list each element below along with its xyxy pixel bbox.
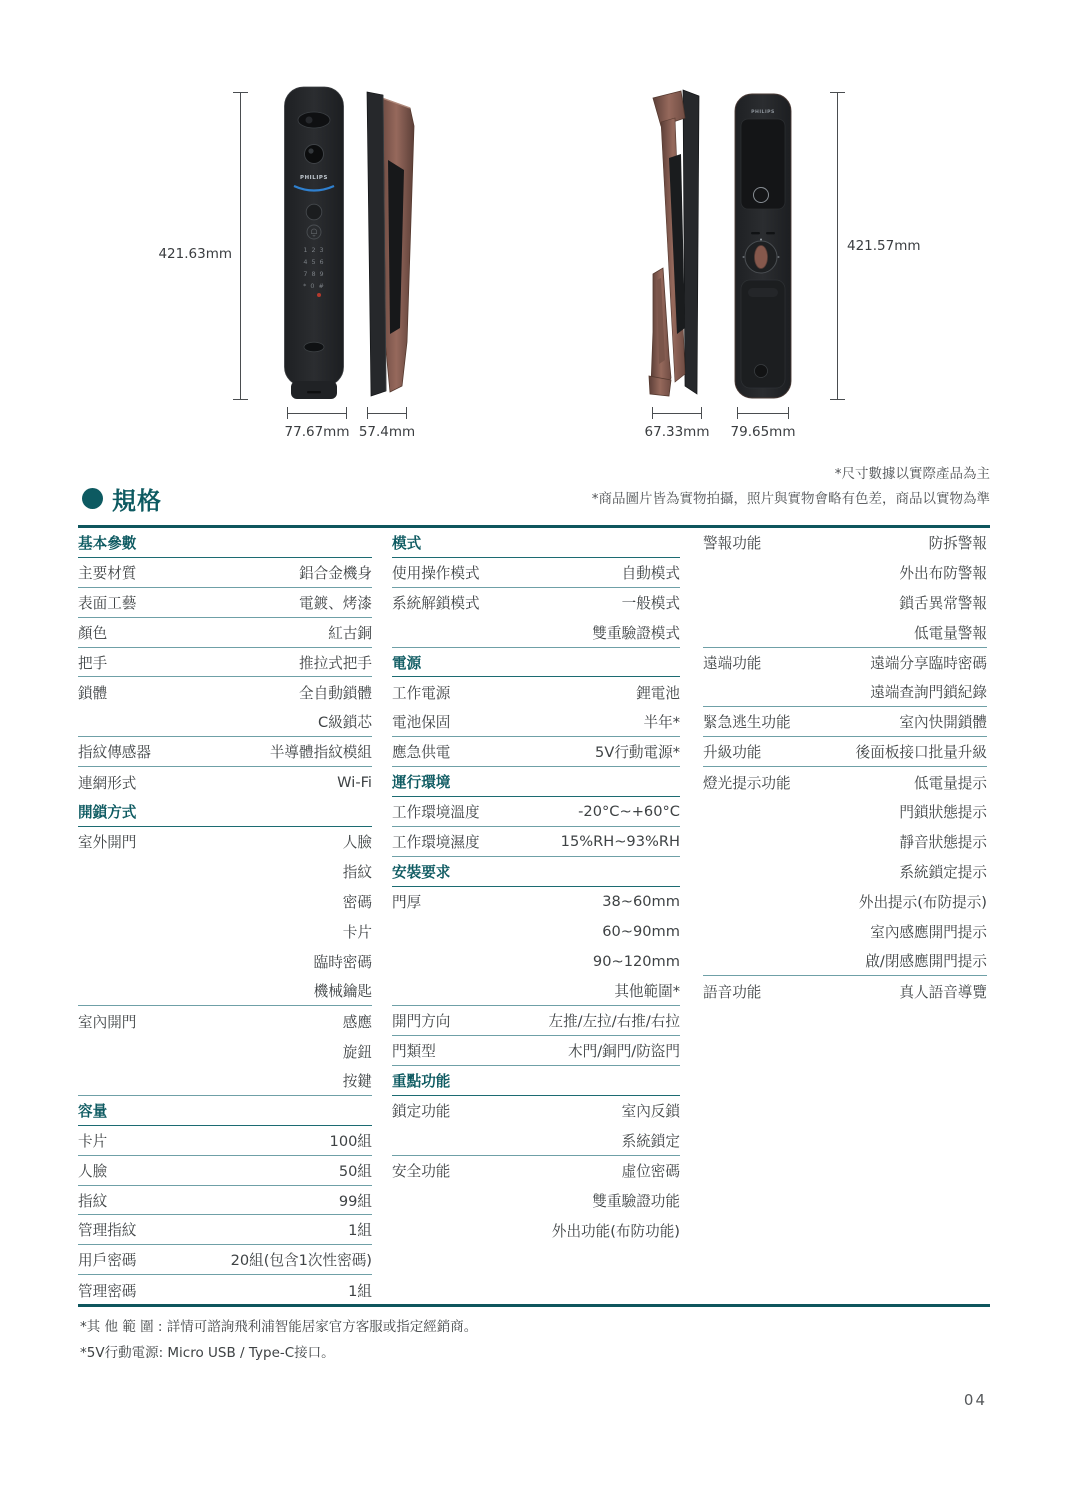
- dim-line-front-width: [287, 413, 347, 414]
- lock-side-view-left: [360, 90, 418, 400]
- spec-row-value: C級鎖芯: [318, 714, 372, 732]
- dimension-label-side-right-width: 67.33mm: [644, 424, 710, 440]
- spec-row-label: 升級功能: [703, 744, 762, 762]
- note-size-disclaimer: *尺寸數據以實際產品為主: [834, 466, 990, 482]
- spec-row-value: 低電量提示: [914, 774, 987, 792]
- spec-row: [78, 1156, 372, 1186]
- camera-window: [298, 112, 330, 128]
- spec-row-label: 表面工藝: [78, 594, 137, 612]
- top-notes: [592, 462, 990, 512]
- spec-row: [392, 1215, 680, 1245]
- spec-row-value: 99組: [338, 1192, 372, 1210]
- spec-row: [703, 677, 987, 707]
- dimension-label-back-height: 421.57mm: [847, 238, 921, 254]
- dim-cap: [233, 399, 248, 400]
- dim-cap: [346, 407, 347, 419]
- spec-row: [392, 677, 680, 707]
- knob-tick-left: [743, 256, 745, 258]
- spec-section-header: 基本參數: [78, 528, 372, 558]
- spec-row: [703, 528, 987, 558]
- spec-row-value: 60~90mm: [602, 923, 680, 941]
- spec-section-header: 電源: [392, 648, 680, 678]
- spec-row-value: 15%RH~93%RH: [560, 832, 680, 850]
- spec-row: [78, 976, 372, 1006]
- rear-bottom-button: [755, 365, 768, 378]
- spec-row-value: 門鎖狀態提示: [899, 804, 987, 822]
- section-title-text: 規格: [112, 487, 162, 515]
- lock-body: [285, 87, 344, 386]
- spec-row-value: 5V行動電源*: [595, 744, 680, 762]
- dim-cap: [367, 407, 368, 419]
- spec-column-basic: [78, 528, 372, 1305]
- knob-copper-center: [755, 246, 768, 269]
- spec-row: [392, 1036, 680, 1066]
- spec-row: [78, 767, 372, 797]
- lens-highlight: [308, 148, 313, 153]
- spec-row-label: 人臉: [78, 1162, 108, 1180]
- dim-line-back-width: [737, 413, 789, 414]
- spec-section-header: 運行環境: [392, 767, 680, 797]
- spec-row-label: 顏色: [78, 624, 108, 642]
- spec-row-value: 室內感應開門提示: [870, 924, 987, 942]
- spec-row-label: 遠端功能: [703, 655, 762, 672]
- spec-row: [78, 648, 372, 678]
- spec-row-value: 後面板接口批量升級: [855, 744, 987, 762]
- spec-row-value: 左推/左拉/右推/右拉: [548, 1013, 680, 1031]
- spec-row-value: 密碼: [342, 894, 372, 912]
- spec-row-label: 用戶密碼: [78, 1252, 137, 1270]
- lock-front-view: [283, 85, 345, 405]
- spec-section-header: 模式: [392, 528, 680, 558]
- spec-row-value: 室內快開鎖體: [899, 714, 987, 732]
- spec-row: [392, 797, 680, 827]
- spec-row-value: 低電量警報: [914, 624, 987, 642]
- spec-row-value: 38~60mm: [602, 893, 680, 911]
- spec-row-value: 虛位密碼: [621, 1163, 680, 1181]
- spec-row-value: 系統鎖定: [621, 1132, 680, 1150]
- brand-logo-front: PHILIPS: [300, 175, 328, 181]
- spec-row: [703, 827, 987, 857]
- dim-line-back-height: [837, 92, 838, 400]
- spec-row-value: 紅古銅: [328, 624, 372, 642]
- spec-row-value: 自動模式: [621, 564, 680, 582]
- spec-section-header: 重點功能: [392, 1066, 680, 1096]
- dim-cap: [737, 407, 738, 419]
- spec-row-value: 遠端查詢門鎖紀錄: [870, 684, 987, 702]
- spec-row-label: 指紋: [78, 1192, 108, 1210]
- spec-row: [392, 976, 680, 1006]
- spec-row-label: 工作環境溫度: [392, 803, 480, 821]
- spec-row-value: 木門/銅門/防盜門: [568, 1043, 680, 1061]
- spec-row-value: 20組(包含1次性密碼): [230, 1252, 372, 1270]
- knob-tick-right: [778, 256, 780, 258]
- spec-row: [703, 976, 987, 1006]
- note-photo-disclaimer: *商品圖片皆為實物拍攝，照片與實物會略有色差，商品以實物為準: [591, 491, 990, 507]
- spec-row-label: 門厚: [392, 894, 422, 912]
- spec-row-label: 把手: [78, 654, 108, 672]
- knob-tick-top: [760, 239, 762, 241]
- spec-row: [78, 618, 372, 648]
- spec-row: [392, 887, 680, 917]
- spec-row-label: 室內開門: [78, 1013, 137, 1031]
- hook-foot: [649, 376, 671, 396]
- spec-row: [703, 887, 987, 917]
- spec-row: [78, 917, 372, 947]
- dimension-label-front-width: 77.67mm: [284, 424, 350, 440]
- spec-section-header: 安裝要求: [392, 857, 680, 887]
- face-sensor-circle: [306, 204, 322, 220]
- brand-logo-back: PHILIPS: [751, 110, 775, 115]
- spec-row-value: Wi-Fi: [337, 773, 372, 791]
- spec-row-label: 安全功能: [392, 1163, 451, 1181]
- spec-section-header: 容量: [78, 1096, 372, 1126]
- spec-row-value: 指紋: [342, 864, 372, 882]
- indicator-slot-2: [766, 232, 775, 234]
- spec-row-value: 室內反鎖: [621, 1103, 680, 1121]
- spec-row-label: 警報功能: [703, 535, 762, 553]
- spec-row: [392, 946, 680, 976]
- spec-row: [78, 1006, 372, 1036]
- red-indicator: [317, 293, 321, 297]
- spec-row: [392, 1126, 680, 1156]
- spec-row-value: 遠端分享臨時密碼: [870, 655, 987, 672]
- spec-row: [392, 618, 680, 648]
- spec-row: [78, 707, 372, 737]
- spec-row: [703, 797, 987, 827]
- spec-row-value: 電鍍、烤漆: [299, 594, 372, 612]
- spec-row-value: 鋰電池: [636, 684, 680, 702]
- spec-row: [392, 588, 680, 618]
- camera-lens: [305, 145, 324, 164]
- spec-row: [78, 558, 372, 588]
- spec-row-label: 連網形式: [78, 774, 137, 792]
- spec-row-value: 一般模式: [621, 595, 680, 613]
- spec-row: [78, 1186, 372, 1216]
- spec-row: [703, 707, 987, 737]
- lock-base: [291, 381, 337, 399]
- spec-row-value: 機械鑰匙: [313, 983, 372, 1001]
- spec-row-label: 工作電源: [392, 684, 451, 702]
- spec-row-label: 鎖定功能: [392, 1103, 451, 1121]
- dim-cap: [287, 407, 288, 419]
- table-bottom-rule: [78, 1304, 990, 1307]
- spec-row-label: 電池保固: [392, 714, 451, 732]
- dimension-label-side-left-width: 57.4mm: [358, 424, 416, 440]
- footnotes: [80, 1315, 477, 1366]
- dim-cap: [701, 407, 702, 419]
- spec-row-value: 按鍵: [342, 1072, 372, 1090]
- spec-row-value: 卡片: [342, 924, 372, 942]
- spec-row: [78, 827, 372, 857]
- spec-row-value: 1組: [348, 1222, 372, 1240]
- spec-section-header: 開鎖方式: [78, 797, 372, 827]
- spec-row: [78, 588, 372, 618]
- spec-row: [392, 558, 680, 588]
- spec-row: [703, 737, 987, 767]
- spec-row: [392, 1096, 680, 1126]
- spec-row-value: 真人語音導覽: [899, 983, 987, 1001]
- spec-row-value: 推拉式把手: [299, 654, 372, 672]
- spec-row-label: 室外開門: [78, 834, 137, 852]
- spec-row-value: 全自動鎖體: [299, 684, 372, 702]
- spec-row: [392, 1186, 680, 1216]
- keypad-row-3: 7 8 9: [303, 270, 325, 278]
- spec-row: [703, 618, 987, 648]
- spec-row-value: 90~120mm: [592, 952, 680, 970]
- spec-row-label: 主要材質: [78, 564, 137, 582]
- spec-row: [392, 737, 680, 767]
- spec-row-value: 啟/閉感應開門提示: [865, 953, 987, 971]
- dim-cap: [830, 399, 845, 400]
- spec-row-value: 旋鈕: [342, 1043, 372, 1061]
- dim-line-side-left-width: [367, 413, 407, 414]
- spec-row-label: 指紋傳感器: [78, 744, 151, 762]
- spec-row: [78, 887, 372, 917]
- upper-panel: [741, 119, 785, 209]
- spec-row: [78, 737, 372, 767]
- spec-row-label: 鎖體: [78, 684, 108, 702]
- spec-row: [78, 1245, 372, 1275]
- key-cover-slot: [304, 342, 324, 352]
- spec-row-label: 燈光提示功能: [703, 774, 791, 792]
- page-number: 04: [963, 1391, 987, 1409]
- dim-line-front-height: [240, 92, 241, 400]
- spec-row-value: -20°C~+60°C: [578, 802, 680, 820]
- keypad-row-4: * 0 #: [303, 282, 325, 290]
- spec-row-value: 防拆警報: [928, 535, 987, 553]
- footnote-power-bank: *5V行動電源: Micro USB / Type-C接口。: [80, 1344, 335, 1361]
- spec-row: [703, 857, 987, 887]
- spec-row: [392, 827, 680, 857]
- dimension-label-front-height: 421.63mm: [158, 246, 232, 262]
- spec-row: [78, 946, 372, 976]
- spec-row-label: 管理密碼: [78, 1282, 137, 1300]
- spec-row-value: 感應: [342, 1013, 372, 1031]
- dim-cap: [233, 92, 248, 93]
- spec-row-label: 卡片: [78, 1132, 108, 1150]
- spec-row-value: 外出布防警報: [899, 565, 987, 583]
- lock-back-view: [733, 92, 793, 402]
- spec-row-value: 人臉: [342, 834, 372, 852]
- spec-row-label: 開門方向: [392, 1013, 451, 1031]
- side-front-bar: [683, 90, 699, 394]
- spec-row: [703, 946, 987, 976]
- dim-cap: [406, 407, 407, 419]
- bottom-slot: [307, 391, 321, 393]
- spec-column-modes: [392, 528, 680, 1245]
- section-title: [82, 481, 162, 516]
- spec-row-value: 100組: [329, 1132, 372, 1150]
- dim-cap: [788, 407, 789, 419]
- spec-column-functions: [703, 528, 987, 1006]
- spec-row-value: 臨時密碼: [313, 953, 372, 971]
- indicator-slot-1: [751, 232, 760, 234]
- keypad-row-2: 4 5 6: [303, 258, 325, 266]
- spec-row: [392, 707, 680, 737]
- spec-row-value: 外出功能(布防功能): [551, 1222, 680, 1240]
- spec-row-label: 管理指紋: [78, 1222, 137, 1240]
- spec-row: [78, 677, 372, 707]
- footnote-other-range: *其 他 範 圍 : 詳情可諮詢飛利浦智能居家官方客服或指定經銷商。: [80, 1319, 478, 1335]
- spec-row: [78, 1036, 372, 1066]
- spec-row-value: 半年*: [643, 714, 680, 732]
- spec-row: [703, 917, 987, 947]
- spec-row-value: 其他範圍*: [614, 983, 680, 1001]
- spec-row-value: 外出提示(布防提示): [858, 894, 987, 912]
- dim-cap: [652, 407, 653, 419]
- spec-row: [78, 1126, 372, 1156]
- spec-row-value: 系統鎖定提示: [899, 864, 987, 882]
- spec-row-label: 系統解鎖模式: [392, 595, 480, 613]
- spec-row: [392, 917, 680, 947]
- spec-row-value: 鎖舌異常警報: [899, 595, 987, 613]
- spec-row: [392, 1006, 680, 1036]
- spec-row-value: 雙重驗證功能: [592, 1193, 680, 1211]
- spec-row: [703, 648, 987, 678]
- spec-row: [392, 1156, 680, 1186]
- spec-row-label: 緊急逃生功能: [703, 714, 791, 732]
- spec-row-value: 50組: [338, 1162, 372, 1180]
- spec-row: [78, 1066, 372, 1096]
- spec-row-label: 語音功能: [703, 983, 762, 1001]
- lock-side-view-right: [645, 88, 707, 400]
- spec-row: [703, 767, 987, 797]
- keypad-row-1: 1 2 3: [303, 246, 325, 254]
- dim-line-side-right-width: [652, 413, 702, 414]
- spec-row: [78, 857, 372, 887]
- spec-row-value: 1組: [348, 1282, 372, 1300]
- spec-row-label: 工作環境濕度: [392, 833, 480, 851]
- dim-cap: [830, 92, 845, 93]
- spec-row: [78, 1215, 372, 1245]
- camera-lens-small: [306, 117, 313, 124]
- spec-row-label: 門類型: [392, 1043, 436, 1061]
- spec-row-value: 鋁合金機身: [299, 564, 372, 582]
- cover-grip: [748, 288, 778, 297]
- dimension-label-back-width: 79.65mm: [730, 424, 796, 440]
- spec-row-value: 半導體指紋模組: [269, 744, 372, 762]
- spec-row-value: 雙重驗證模式: [592, 624, 680, 642]
- spec-row: [703, 588, 987, 618]
- spec-row-label: 應急供電: [392, 744, 451, 762]
- spec-row: [703, 558, 987, 588]
- spec-row: [78, 1275, 372, 1305]
- spec-row-value: 靜音狀態提示: [899, 834, 987, 852]
- bullet-icon: [82, 488, 103, 509]
- spec-row-label: 使用操作模式: [392, 564, 480, 582]
